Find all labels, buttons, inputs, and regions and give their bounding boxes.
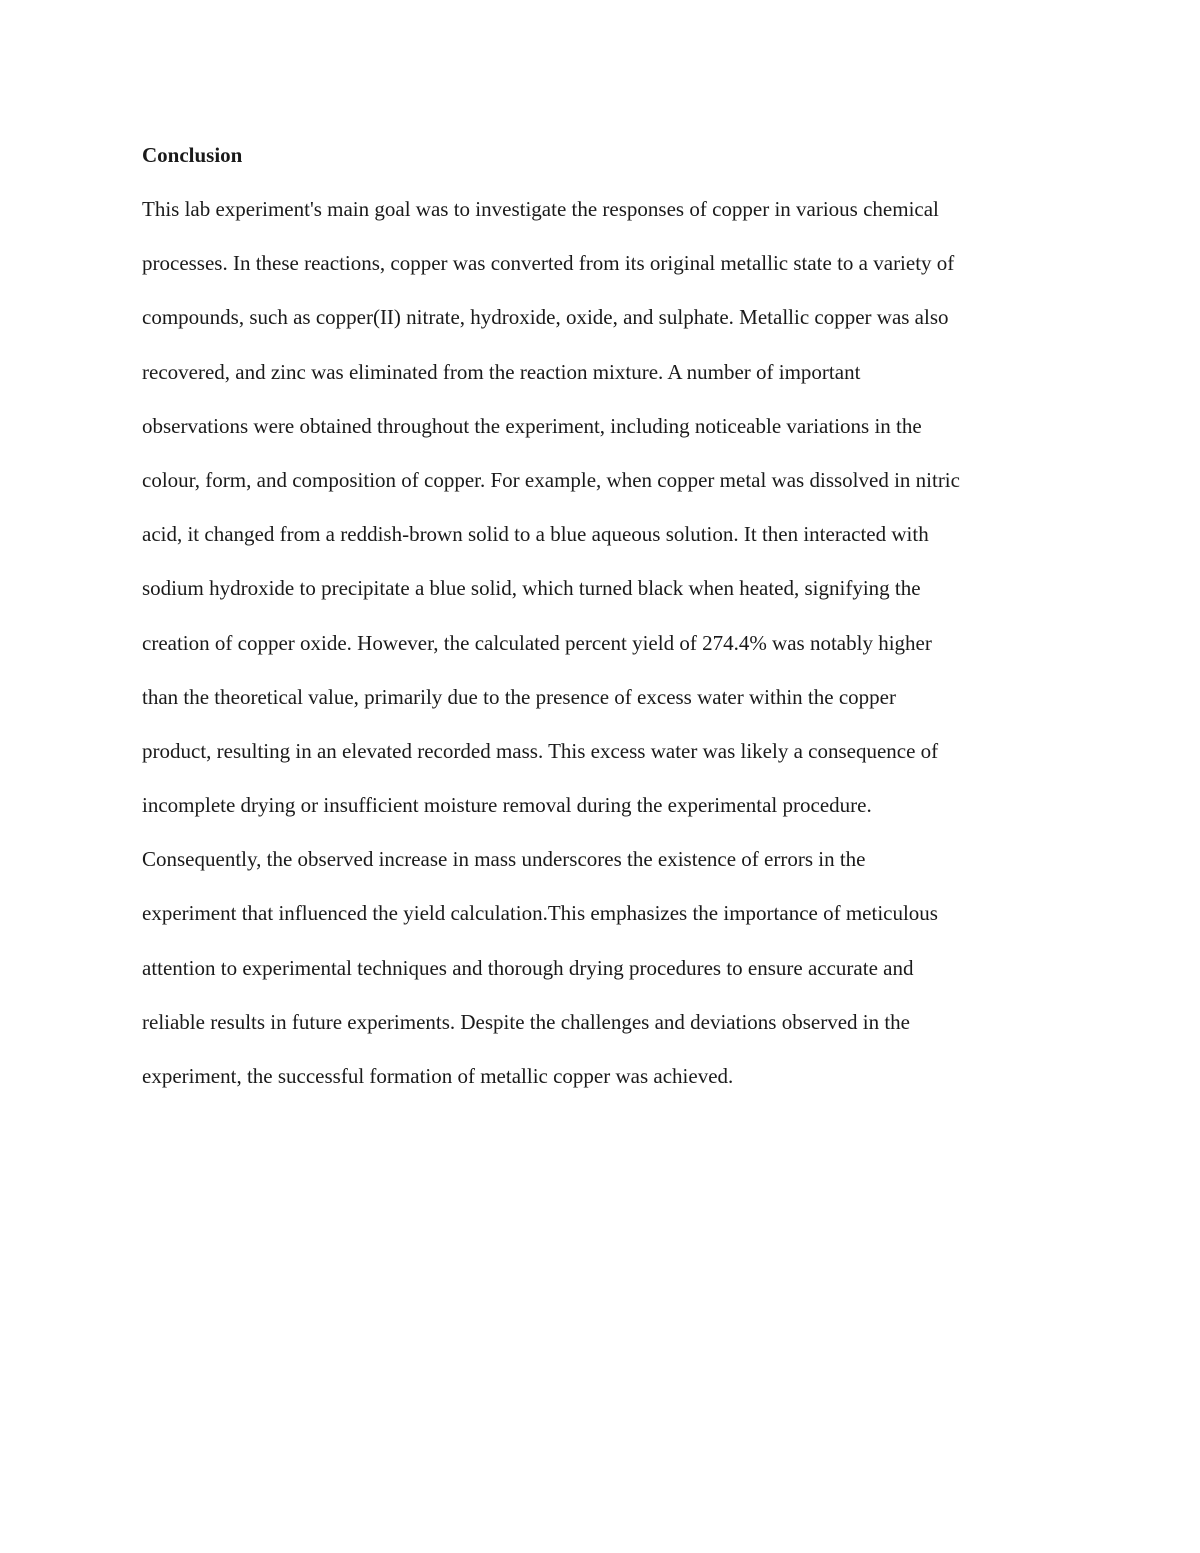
paragraph-line: Consequently, the observed increase in mass underscores the existence of errors in the (142, 847, 866, 872)
paragraph-line: reliable results in future experiments. Despite the challenges and deviations observed in the (142, 1009, 911, 1034)
paragraph-line: colour, form, and composition of copper. For example, when copper metal was dissolved in nitric (142, 467, 960, 492)
section-heading: Conclusion (142, 143, 243, 167)
paragraph-line: incomplete drying or insufficient moisture removal during the experimental procedure. (142, 793, 872, 818)
paragraph-line: observations were obtained throughout the experiment, including noticeable variations in the (142, 413, 922, 438)
document-body (142, 128, 1072, 1103)
paragraph-line: sodium hydroxide to precipitate a blue solid, which turned black when heated, signifying the (142, 576, 921, 601)
paragraph-line: creation of copper oxide. However, the calculated percent yield of 274.4% was notably higher (142, 630, 932, 655)
paragraph-line: recovered, and zinc was eliminated from the reaction mixture. A number of important (142, 359, 861, 384)
paragraph-line: attention to experimental techniques and thorough drying procedures to ensure accurate and (142, 955, 914, 980)
paragraph-line: experiment, the successful formation of metallic copper was achieved. (142, 1064, 734, 1088)
paragraph-line: experiment that influenced the yield calculation.This emphasizes the importance of meticulous (142, 901, 938, 926)
paragraph-line: processes. In these reactions, copper was converted from its original metallic state to a variety of (142, 251, 955, 276)
paragraph-line: This lab experiment's main goal was to investigate the responses of copper in various chemical (142, 197, 939, 221)
paragraph-line: compounds, such as copper(II) nitrate, hydroxide, oxide, and sulphate. Metallic copper was also (142, 305, 949, 330)
paragraph-line: product, resulting in an elevated recorded mass. This excess water was likely a consequence of (142, 738, 939, 763)
paragraph-line: than the theoretical value, primarily due to the presence of excess water within the copper (142, 684, 896, 709)
paragraph-line: acid, it changed from a reddish-brown solid to a blue aqueous solution. It then interacted with (142, 522, 929, 547)
